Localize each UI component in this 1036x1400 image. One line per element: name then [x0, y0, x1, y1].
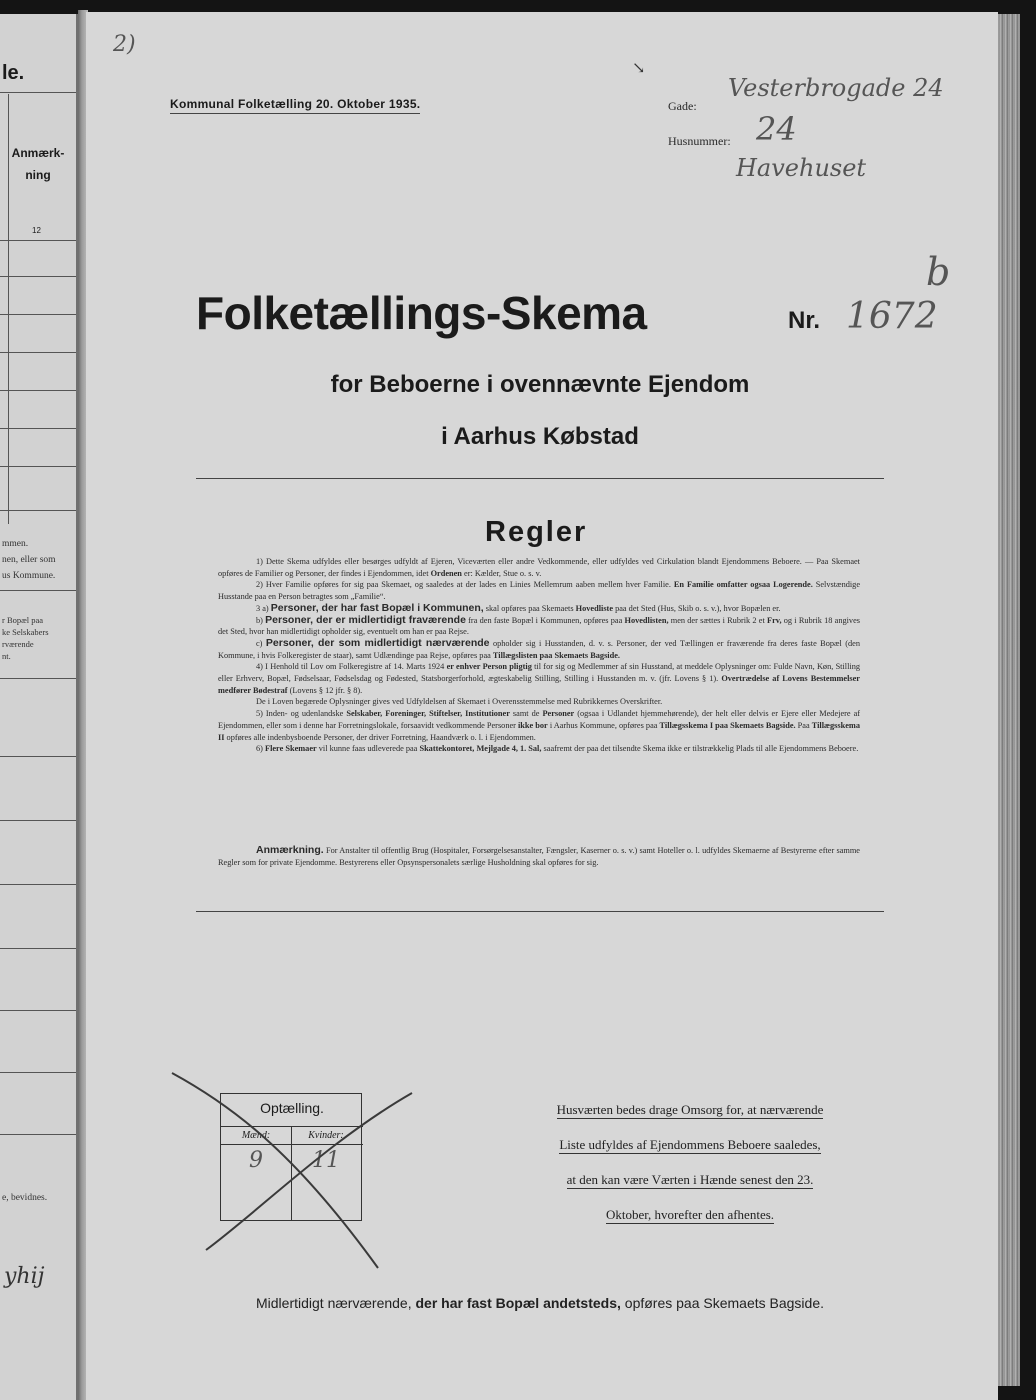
tick-mark: ↘ — [632, 58, 646, 77]
notice-line: Husværten bedes drage Omsorg for, at nærværende — [556, 1102, 824, 1117]
left-page-rule — [0, 314, 78, 315]
left-page-signature: yhij — [4, 1264, 45, 1289]
rule-1: 1) Dette Skema udfyldes eller besørges udfyldt af Ejeren, Viceværten eller andre Vedkommende, eller udfyldes ved Cirkulation blandt Ejendommens Beboere. — Paa Skemaet opføres de Familier og Personer, der findes i Ejendommen, idet Ordenen er: Kælder, Stue o. s. v. — [218, 557, 860, 578]
left-page-rule — [0, 820, 78, 821]
remark-label: Anmærkning. — [256, 844, 324, 856]
count-box-rule — [221, 1144, 363, 1145]
house-note: Havehuset — [736, 154, 867, 182]
left-page-rule — [0, 390, 78, 391]
form-location: i Aarhus Købstad — [441, 423, 639, 450]
left-page-rule — [0, 428, 78, 429]
form-number-letter: b — [926, 250, 951, 294]
rule-3a: 3 a) Personer, der har fast Bopæl i Kommunen, skal opføres paa Skemaets Hovedliste paa det Sted (Hus, Skib o. s. v.), hvor Bopælen er. — [256, 601, 781, 614]
title-divider — [196, 478, 884, 479]
left-page-rule — [0, 948, 78, 949]
form-subtitle: for Beboerne i ovennævnte Ejendom — [330, 371, 750, 398]
count-title: Optælling. — [260, 1100, 324, 1116]
left-page-heading: le. — [2, 62, 25, 84]
left-page-column-number: 12 — [32, 226, 41, 235]
rule-6: 6) Flere Skemaer vil kunne faas udleverede paa Skattekontoret, Mejlgade 4, 1. Sal, saafremt der paa det tilsendte Skema ikke er tilstrækkelig Plads til alle Ejendommens Beboere. — [256, 744, 859, 754]
left-page-rule — [0, 884, 78, 885]
left-page-rule — [0, 1072, 78, 1073]
left-page-rule — [0, 276, 78, 277]
rule-4: 4) I Henhold til Lov om Folkeregistre af 14. Marts 1924 er enhver Person pligtig til for sig og Medlemmer af sin Husstand, at meddele Oplysninger om: Fulde Navn, Køn, Stilling eller Erhverv, Bopæl, Fødselsaar, Fødselsdag og Fødested, Statsborgerforhold, ægteskabelig Stilling, Stilling i Husstanden m. v. (jfr. Lovens § 1). Overtrædelse af Lovens Bestemmelser medfører Bødestraf (Lovens § 12 jfr. § 8). — [218, 662, 861, 695]
remark-paragraph: Anmærkning. For Anstalter til offentlig Brug (Hospitaler, Forsørgelsesanstalter, Fængsler, Kaserner o. s. v.) samt Hoteller o. l. udfyldes Skemaerne af Bestyrerne efter samme Regler som for private Ejendomme. Bestyrerens eller Opsynspersonalets særlige Husholdning skal opføres for sig. — [218, 844, 860, 867]
corner-handwritten-mark: 2) — [113, 32, 136, 57]
count-women-label: Kvinder: — [308, 1130, 344, 1141]
left-page-rule — [0, 590, 78, 591]
left-page-rule — [0, 92, 78, 93]
left-page-rule — [0, 466, 78, 467]
house-number-label: Husnummer: — [668, 134, 731, 148]
rule-2: 2) Hver Familie opføres for sig paa Skemaet, og saaledes at der lades en Linies Mellemrum aaben mellem hver Familie. En Familie omfatter ogsaa Logerende. Selvstændige Husstande paa en Person betragtes som „Familie“. — [218, 580, 861, 602]
form-number: 1672 — [846, 296, 938, 337]
count-women-value: 11 — [312, 1148, 340, 1173]
form-title: Folketællings-Skema — [196, 287, 647, 339]
left-page-column-header: Anmærk-ning — [11, 146, 65, 182]
rule-4-note: De i Loven begærede Oplysninger gives ved Udfyldelsen af Skemaet i Overensstemmelse med Rubrikkernes Overskrifter. — [256, 697, 663, 707]
count-box — [220, 1093, 362, 1221]
left-page-text: mmen. nen, eller som us Kommune. — [2, 539, 56, 581]
left-page-fragment — [0, 14, 78, 1400]
rule-3c: c) Personer, der som midlertidigt nærværende opholder sig i Husstanden, d. v. s. Personer, der ved Tællingen er fraværende fra deres faste Bopæl (den Kommune, i hvis Folkeregister de staar), samt Udlændinge paa Rejse, opføres paa Tillægslisten paa Skemaets Bagside. — [218, 636, 861, 660]
count-men-value: 9 — [249, 1148, 263, 1173]
rule-3b: b) Personer, der er midlertidigt fraværende fra den faste Bopæl i Kommunen, opføres paa Hovedlisten, men der sættes i Rubrik 2 et Frv, og i Rubrik 18 angives det Sted, hvor han midlertidigt opholder sig, eventuelt om han er paa Rejse. — [218, 613, 860, 637]
footer-note: Midlertidigt nærværende, der har fast Bopæl andetsteds, opføres paa Skemaets Bagside. — [255, 1295, 825, 1311]
count-men-label: Mænd: — [241, 1130, 271, 1141]
left-page-text: e, bevidnes. — [2, 1193, 48, 1203]
left-page-text: r Bopæl paa ke Selskabers rværende nt. — [2, 615, 49, 661]
left-page-rule — [0, 510, 78, 511]
street-label: Gade: — [668, 99, 697, 113]
left-page-rule — [0, 240, 78, 241]
left-page-rule — [0, 352, 78, 353]
count-box-rule — [221, 1126, 363, 1127]
rule-5: 5) Inden- og udenlandske Selskaber, Foreninger, Stiftelser, Institutioner samt de Personer (ogsaa i Udlandet hjemmehørende), der helt eller delvis er Ejere eller Medejere af Ejendommen, eller som i denne har Forretningslokale, forsaavidt vedkommende Personer ikke bor i Aarhus Kommune, opføres paa Tillægsskema I paa Skemaets Bagside. Paa Tillægsskema II opføres alle indenbysboende Personer, der driver Forretning, Haandværk o. l. i Ejendommen. — [218, 709, 861, 742]
street-value: Vesterbrogade 24 — [728, 74, 944, 102]
left-page-rule — [0, 678, 78, 679]
notice-line: at den kan være Værten i Hænde senest den 23. — [566, 1172, 814, 1187]
left-page-rule — [0, 1134, 78, 1135]
rules-heading: Regler — [485, 516, 588, 548]
left-page-rule — [0, 756, 78, 757]
census-date-line: Kommunal Folketælling 20. Oktober 1935. — [170, 97, 420, 114]
notice-line: Liste udfyldes af Ejendommens Beboere saaledes, — [559, 1137, 821, 1152]
notice-line: Oktober, hvorefter den afhentes. — [605, 1207, 775, 1222]
form-number-label: Nr. — [788, 307, 821, 334]
house-number-value: 24 — [756, 110, 797, 148]
left-page-rule — [0, 1010, 78, 1011]
rules-body — [218, 556, 860, 755]
rules-divider — [196, 911, 884, 912]
